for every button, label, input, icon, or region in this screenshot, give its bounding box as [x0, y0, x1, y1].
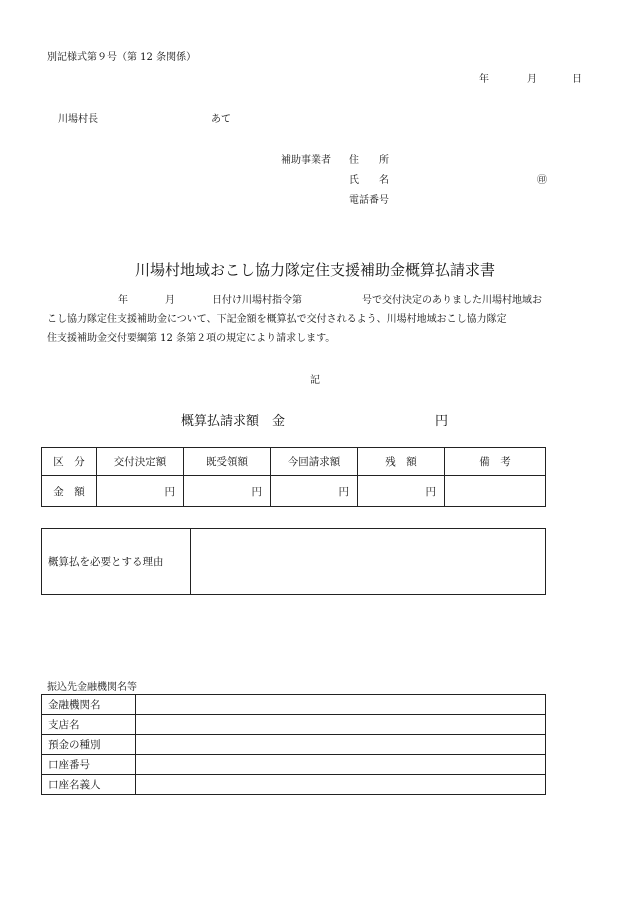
request-amount-unit: 円: [435, 414, 449, 429]
branch-name-cell[interactable]: [136, 715, 546, 735]
addressee-suffix: あて: [211, 114, 231, 125]
deposit-type-label: 預金の種別: [42, 735, 136, 755]
body-line1-part2: 号で交付決定のありました川場村地域お: [362, 295, 542, 306]
received-amount-cell[interactable]: 円: [184, 476, 271, 507]
decided-amount-cell[interactable]: 円: [97, 476, 184, 507]
header-balance: 残 額: [358, 448, 445, 476]
account-number-cell[interactable]: [136, 755, 546, 775]
amounts-header-row: [42, 448, 546, 476]
form-reference: 別記様式第９号（第 12 条関係）: [47, 52, 197, 63]
current-request-cell[interactable]: 円: [271, 476, 358, 507]
bank-row: [42, 715, 546, 735]
date-year-label: 年: [479, 74, 489, 85]
address-label: 住 所: [349, 155, 389, 166]
document-title: 川場村地域おこし協力隊定住支援補助金概算払請求書: [134, 261, 495, 279]
amounts-table: [41, 447, 546, 507]
amounts-value-row: [42, 476, 546, 507]
bank-table: [41, 694, 546, 795]
remarks-cell[interactable]: [445, 476, 546, 507]
balance-cell[interactable]: 円: [358, 476, 445, 507]
applicant-heading: 補助事業者: [281, 155, 331, 166]
reason-input-cell[interactable]: [191, 529, 546, 595]
bank-row: [42, 755, 546, 775]
deposit-type-cell[interactable]: [136, 735, 546, 755]
body-month-label: 月: [165, 295, 175, 306]
account-number-label: 口座番号: [42, 755, 136, 775]
bank-row: [42, 775, 546, 795]
header-remarks: 備 考: [445, 448, 546, 476]
bank-heading: 振込先金融機関名等: [47, 682, 137, 693]
header-decided-amount: 交付決定額: [97, 448, 184, 476]
ki-mark: 記: [310, 375, 320, 386]
account-holder-label: 口座名義人: [42, 775, 136, 795]
header-category: 区 分: [42, 448, 97, 476]
bank-name-cell[interactable]: [136, 695, 546, 715]
bank-row: [42, 695, 546, 715]
addressee-name: 川場村長: [58, 114, 98, 125]
header-current-request: 今回請求額: [271, 448, 358, 476]
name-label: 氏 名: [349, 175, 389, 186]
account-holder-cell[interactable]: [136, 775, 546, 795]
request-amount-label: 概算払請求額 金: [181, 414, 286, 429]
branch-name-label: 支店名: [42, 715, 136, 735]
body-year-label: 年: [118, 295, 128, 306]
reason-row: [42, 529, 546, 595]
reason-table: [41, 528, 546, 595]
bank-name-label: 金融機関名: [42, 695, 136, 715]
date-month-label: 月: [527, 74, 537, 85]
seal-mark: ㊞: [537, 175, 547, 186]
bank-row: [42, 735, 546, 755]
body-line3: 住支援補助金交付要綱第 12 条第２項の規定により請求します。: [47, 333, 336, 344]
header-received-amount: 既受領額: [184, 448, 271, 476]
body-line1-part1: 日付け川場村指令第: [212, 295, 302, 306]
phone-label: 電話番号: [349, 195, 389, 206]
reason-label: 概算払を必要とする理由: [42, 529, 191, 595]
row-label-amount: 金 額: [42, 476, 97, 507]
body-line2: こし協力隊定住支援補助金について、下記金額を概算払で交付されるよう、川場村地域おこし協力隊定: [47, 314, 507, 325]
date-day-label: 日: [572, 74, 582, 85]
